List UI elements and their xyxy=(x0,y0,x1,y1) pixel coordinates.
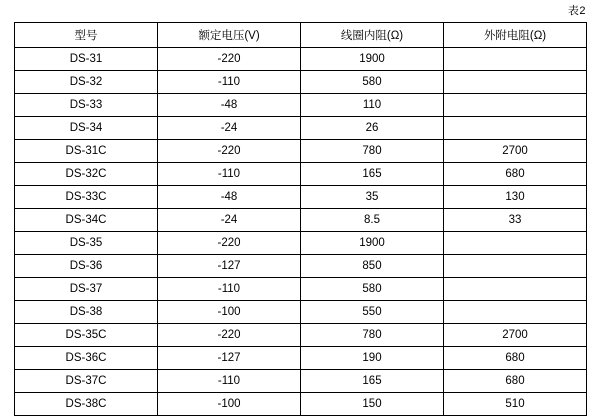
cell-rated-voltage: -220 xyxy=(158,324,301,347)
table-row xyxy=(15,117,587,140)
table-row xyxy=(15,278,587,301)
cell-rated-voltage: -110 xyxy=(158,370,301,393)
cell-model: DS-33C xyxy=(15,186,158,209)
cell-coil-resistance: 35 xyxy=(301,186,444,209)
table-header-row xyxy=(15,23,587,48)
cell-external-resistance xyxy=(444,301,587,324)
cell-coil-resistance: 1900 xyxy=(301,232,444,255)
table-row xyxy=(15,163,587,186)
cell-rated-voltage: -110 xyxy=(158,163,301,186)
cell-rated-voltage: -220 xyxy=(158,232,301,255)
cell-coil-resistance: 780 xyxy=(301,140,444,163)
cell-model: DS-35 xyxy=(15,232,158,255)
cell-external-resistance: 2700 xyxy=(444,140,587,163)
cell-external-resistance: 510 xyxy=(444,393,587,416)
cell-coil-resistance: 550 xyxy=(301,301,444,324)
cell-coil-resistance: 165 xyxy=(301,370,444,393)
cell-model: DS-33 xyxy=(15,94,158,117)
column-header-rated-voltage: 额定电压(V) xyxy=(158,23,301,48)
cell-rated-voltage: -48 xyxy=(158,186,301,209)
table-row xyxy=(15,71,587,94)
cell-external-resistance: 130 xyxy=(444,186,587,209)
table-row xyxy=(15,209,587,232)
cell-external-resistance: 2700 xyxy=(444,324,587,347)
cell-external-resistance xyxy=(444,71,587,94)
cell-model: DS-36 xyxy=(15,255,158,278)
table-row xyxy=(15,186,587,209)
cell-model: DS-38 xyxy=(15,301,158,324)
cell-model: DS-34 xyxy=(15,117,158,140)
cell-rated-voltage: -220 xyxy=(158,140,301,163)
cell-coil-resistance: 8.5 xyxy=(301,209,444,232)
cell-model: DS-31 xyxy=(15,48,158,71)
cell-rated-voltage: -220 xyxy=(158,48,301,71)
cell-model: DS-32 xyxy=(15,71,158,94)
cell-coil-resistance: 165 xyxy=(301,163,444,186)
cell-external-resistance xyxy=(444,278,587,301)
cell-coil-resistance: 190 xyxy=(301,347,444,370)
cell-model: DS-36C xyxy=(15,347,158,370)
cell-rated-voltage: -48 xyxy=(158,94,301,117)
cell-rated-voltage: -24 xyxy=(158,117,301,140)
table-row xyxy=(15,94,587,117)
cell-model: DS-32C xyxy=(15,163,158,186)
cell-model: DS-37 xyxy=(15,278,158,301)
cell-coil-resistance: 580 xyxy=(301,278,444,301)
cell-rated-voltage: -100 xyxy=(158,301,301,324)
cell-rated-voltage: -110 xyxy=(158,71,301,94)
table-row xyxy=(15,347,587,370)
column-header-coil-resistance: 线圈内阻(Ω) xyxy=(301,23,444,48)
cell-rated-voltage: -127 xyxy=(158,255,301,278)
cell-model: DS-31C xyxy=(15,140,158,163)
table-row xyxy=(15,301,587,324)
cell-model: DS-34C xyxy=(15,209,158,232)
cell-model: DS-35C xyxy=(15,324,158,347)
cell-coil-resistance: 26 xyxy=(301,117,444,140)
cell-external-resistance xyxy=(444,255,587,278)
cell-coil-resistance: 850 xyxy=(301,255,444,278)
cell-coil-resistance: 580 xyxy=(301,71,444,94)
cell-coil-resistance: 1900 xyxy=(301,48,444,71)
column-header-external-resistance: 外附电阻(Ω) xyxy=(444,23,587,48)
spec-table-container xyxy=(14,22,586,416)
cell-external-resistance xyxy=(444,232,587,255)
cell-external-resistance xyxy=(444,117,587,140)
cell-coil-resistance: 780 xyxy=(301,324,444,347)
cell-rated-voltage: -24 xyxy=(158,209,301,232)
cell-external-resistance: 33 xyxy=(444,209,587,232)
cell-coil-resistance: 110 xyxy=(301,94,444,117)
cell-external-resistance xyxy=(444,94,587,117)
table-row xyxy=(15,370,587,393)
table-row xyxy=(15,255,587,278)
cell-model: DS-37C xyxy=(15,370,158,393)
table-row xyxy=(15,140,587,163)
cell-external-resistance xyxy=(444,48,587,71)
table-row xyxy=(15,324,587,347)
cell-model: DS-38C xyxy=(15,393,158,416)
table-caption: 表2 xyxy=(567,5,586,17)
table-row xyxy=(15,48,587,71)
table-body xyxy=(15,48,587,416)
column-header-model: 型号 xyxy=(15,23,158,48)
cell-rated-voltage: -110 xyxy=(158,278,301,301)
cell-external-resistance: 680 xyxy=(444,370,587,393)
table-header xyxy=(15,23,587,48)
spec-table xyxy=(14,22,587,416)
table-row xyxy=(15,232,587,255)
table-row xyxy=(15,393,587,416)
cell-rated-voltage: -100 xyxy=(158,393,301,416)
cell-coil-resistance: 150 xyxy=(301,393,444,416)
cell-external-resistance: 680 xyxy=(444,163,587,186)
cell-external-resistance: 680 xyxy=(444,347,587,370)
cell-rated-voltage: -127 xyxy=(158,347,301,370)
